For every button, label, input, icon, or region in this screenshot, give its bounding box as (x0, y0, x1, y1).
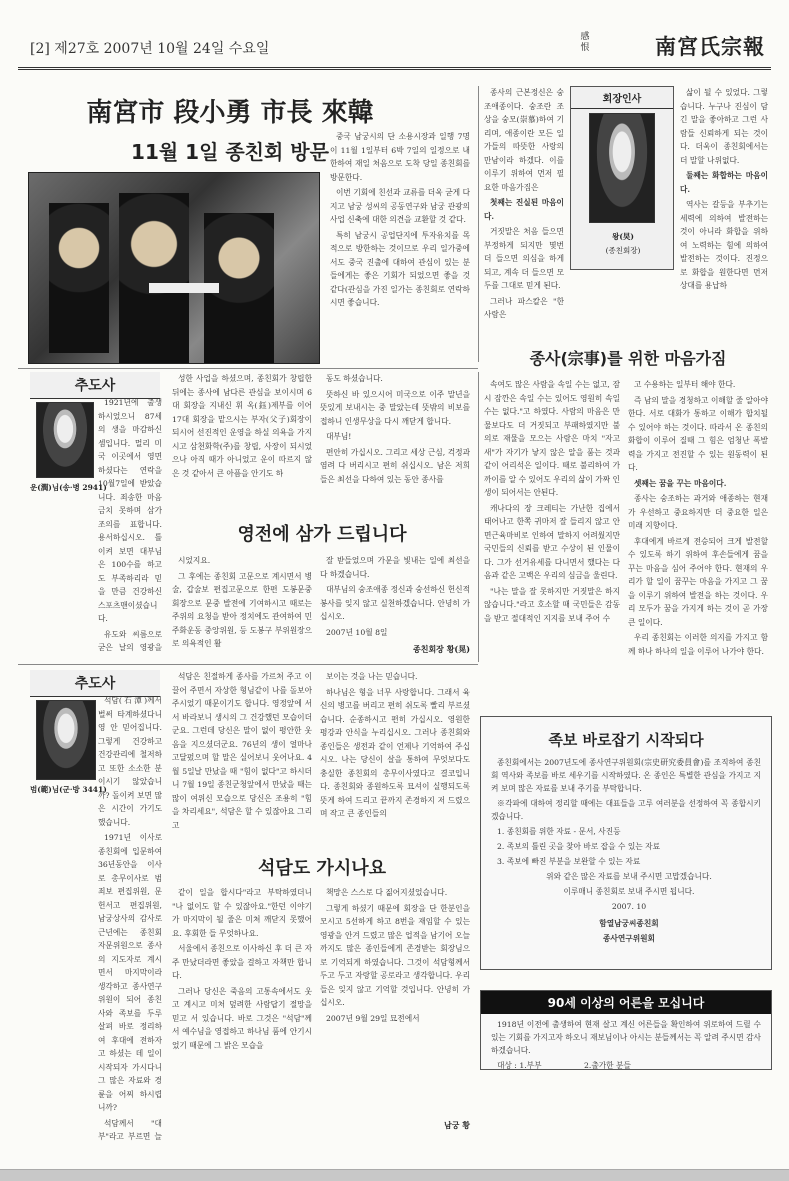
page-number: [2] (30, 41, 50, 57)
greeting-col4 (628, 378, 768, 658)
bottom-scroll-strip (0, 1169, 789, 1181)
obit2-col1 (30, 694, 162, 1146)
article1-subhead: 11월 1일 종친회 방문 (131, 140, 329, 164)
notice2-box (480, 990, 772, 1070)
greeting-para: 역사는 갈등을 부추기는 세력에 의하여 발전하는 것이 아니라 화합을 위하여 노력하는 힘에 의하여 발전하는 것이다. 진정으로 화합을 원한다면 먼저 상대를 용납하 (680, 200, 768, 290)
obit1-col3b (320, 554, 470, 646)
obit2-para: 책망은 스스로 다 짊어지셨었습니다. (326, 888, 448, 897)
obit1-label: 추도사 (30, 372, 160, 399)
divider (18, 368, 478, 369)
page-header (18, 28, 771, 70)
greeting-para: 고 수용하는 일부터 해야 한다. (634, 380, 736, 389)
obit1-para: 대부님의 숭조애종 정신과 숭선하신 헌신적 봉사를 잊지 않고 실천하겠습니다. 안녕히 가십시오. (320, 585, 470, 621)
greeting-photo-box (570, 86, 674, 270)
greeting-para: 후대에게 바르게 전승되어 크게 발전할 수 있도록 하기 위하여 후손들에게 꿈을 꾸는 마음을 심어 주어야 한다. 현재의 우리가 할 일이 꿈꾸는 마음을 가지고 그 꿈을 이루기 위하여 발전을 하는 것이다. 우리 모두가 꿈을 가지게 하는 것이 곧 가장 큰 일이다. (628, 536, 768, 627)
divider (478, 372, 479, 662)
greeting-para: 캐나다의 장 크레티는 가난한 집에서 태어나고 한쪽 귀마저 잘 들리지 않고 안면근육마비로 인하여 말하지 어려웠지만 국민들의 신뢰를 받고 수상이 된 인물이다. 그가 선거유세를 다니면서 했다는 다음과 같은 고백은 우리의 심금을 울린다. (484, 503, 620, 580)
obit1-para: 성한 사업을 하셨으며, 종친회가 창립한 뒤에는 종사에 남다른 관심을 보이시며 6대 회장을 지내신 휘 옥(鈺)제부를 이어 17대 회장을 맡으시는 부자(父子)회장이 되시어 선진적인 운영을 하실 의욕을 가지시고 삼천화학(주)를 창립, 사장이 되시었으나 아직 때가 아니었고 운이 따르지 않은 것 같아서 큰 아픔을 안기도 하 (172, 374, 312, 478)
greeting-col1 (484, 86, 564, 346)
obit2-label-box (30, 670, 160, 697)
notice1-title: 족보 바로잡기 시작되다 (548, 731, 704, 749)
obit2-headline: 석담도 가시나요 (258, 858, 386, 879)
obit1-col3 (320, 372, 470, 512)
obit2-para: 석담께서 "대부"라고 부르면 늘 (98, 1118, 162, 1141)
obit1-col2b (172, 554, 312, 658)
obit1-para: 편안히 가십시오. 그리고 세상 근심, 걱정과 염려 다 버리시고 편히 쉬십시오. 남은 저희들은 최선을 다하여 있는 동안 종사를 (320, 447, 470, 484)
greeting-para: "나는 말을 잘 못하지만 거짓말은 하지 않습니다."라고 호소할 때 국민들은 감동을 받고 절대적인 지지를 보내 주어 수 (484, 586, 620, 623)
greeting-para: 그러나 파스칼은 "한 사람은 (484, 296, 564, 319)
notice2-target (491, 1059, 761, 1072)
greeting-para: 속여도 많은 사람을 속일 수는 없고, 잠시 잠깐은 속일 수는 있어도 영원히 속일 수는 없다."고 하였다. 사람의 마음은 만물보다도 더 거짓되고 부패하였지만 불의로 재물을 모으는 사람은 마치 "자고새"가 자기가 낳지 않은 알을 품는 것과 같이 어리석은 일이다. 때로 불리하여 가까이를 알 수 있어도 우리의 삶이 가짜 인생이 되어서는 안된다. (484, 380, 620, 497)
divider (18, 664, 478, 665)
small-mark: 感 恨 (580, 32, 590, 53)
divider (478, 86, 479, 362)
notice1-item: 위와 같은 많은 자료를 보내 주시면 고맙겠습니다. (546, 872, 712, 881)
notice2-text: 1918년 이전에 출생하여 현재 살고 계신 어른들을 확인하여 위로하여 드릴 수 있는 기회를 가지고자 하오니 재보님이나 아시는 분들께서는 꼭 알려 주시면 감사하겠습니다. (491, 1020, 761, 1055)
article1-headline: 南宮市 段小勇 市長 來韓 (86, 98, 374, 128)
obit2-label: 추도사 (30, 670, 160, 697)
visit-photo (28, 172, 320, 364)
obit1-para: 유도와 씨름으로 굳은 날의 영광을 (98, 629, 162, 652)
obit1-para: 동도 하셨습니다. (326, 374, 383, 383)
notice2-target-b: 2.출가한 분들 (583, 1061, 631, 1070)
president-portrait (589, 113, 655, 223)
president-role: (종친회장) (605, 246, 641, 255)
obit2-col2 (172, 670, 312, 846)
obit2-caption: 범(範)님(군·방 3441) (30, 785, 107, 794)
obit2-para: 1971년 이사로 종친회에 입문하여 36년동안을 이사로 총무이사로 범죄보 편집위원, 문헌서고 편집위원, 남궁상사의 감사로 근년에는 종친회 자문위원으로 종사의 지도자로 계시면서 마지막이라 생각하고 종사연구위원이 되어 종친사와 족보를 두루 살펴 바로 정리하여 후대에 전하자고 하셨는 데 일이 시작되자 가시다니 그 많은 자료와 경륜을 어찌 하시렵니까? (98, 833, 162, 1112)
obit1-sign: 종친회장 황(晃) (413, 644, 470, 654)
obit1-para: 1921년에 출생하시었으니 87세의 생을 마감하신 셈입니다. 멀리 미국 이곳에서 영면하셨다는 연락을 10월7일에 받았습니다. 죄송한 마음 금치 못하며 삼가 조의를 표합니다. 용서하십시오. 틀이켜 보면 대부님은 100수를 하고도 부족하리라 믿을 만큼 건강하신 스포츠맨이셨습니다. (98, 398, 162, 623)
greeting-para: 첫째는 진실된 마음이다. (484, 198, 564, 221)
notice1-sign1: 함열남궁씨종친회 (599, 919, 659, 928)
greeting-para: 삶이 될 수 있었다. 그렇습니다. 누구나 진심이 담긴 말을 좋아하고 그런 사람들 신뢰하게 되는 것이다. 더욱이 종친회에서는 더 말할 나위없다. (680, 88, 768, 165)
obit2-col3b (320, 886, 470, 1118)
notice2-target-a: 대상 : 1.부부 (497, 1061, 542, 1070)
issue-info (30, 38, 269, 58)
notice1-sign2: 종사연구위원회 (603, 934, 655, 943)
obit2-para: 그렇게 하셨기 때문에 회장을 단 한분인을 모시고 5선하게 하고 8번을 재임할 수 있는 영광을 안겨 드렸고 많은 업적을 남기어 오늘까지도 많은 종인들에게 존경받는 회장님으로 기억되게 하였습니다. 그것이 석담형께서 두고 두고 자랑할 공로라고 생각합니다. 우리들은 잊지 않고 기억할 것입니다. 안녕히 가십시오. (320, 903, 470, 1007)
obit2-para: 같이 일을 합시다"라고 부탁하였더니 "나 없이도 할 수 있잖아요."한던 이야기가 마지막이 될 줄은 미쳐 깨닫지 못했어요. 후회한 들 무엇하나요. (172, 888, 312, 938)
president-name: 왕(旲) (612, 232, 634, 241)
greeting-para: 종사의 근본정신은 숭조애종이다. 숭조란 조상을 숭모(崇慕)하여 기리며, 애종이란 모든 일가들의 따뜻한 사랑의 만남이라 하겠다. 이를 이루기 위하여 먼저 필요한 마음가짐은 (484, 88, 564, 192)
notice1-item: 2. 족보의 틀린 곳을 찾아 바로 잡을 수 있는 자료 (497, 842, 660, 851)
notice1-intro: 종친회에서는 2007년도에 종사연구위원회(宗史研究委員會)를 조직하여 종친회 역사와 족보를 바로 세우기를 시작하였다. 온 종인은 특별한 관심을 가지고 지켜 보며 많은 자료를 보내 주기를 부탁합니다. (491, 758, 761, 793)
greeting-para: 거짓말은 처음 들으면 부정하게 되지만 몇번 더 들으면 의심을 하게 되고, 계속 더 들으면 모두를 그대로 믿게 된다. (484, 227, 564, 290)
article1-para: 특히 남궁시 공업단지에 투자유치를 목적으로 방한하는 것이므로 우리 일가중에서도 중국 진출에 대하여 관심이 있는 분들에게는 좋은 기회가 되었으면 좋을 것 같다(관심을 가진 일가는 종친회로 연락하시면 좋습니다. (330, 230, 470, 307)
article1-para: 이번 기회에 친선과 교류를 더욱 굳게 다지고 남궁 성씨의 공동연구와 남궁 관광의 사업 신축에 대한 의견을 교환할 것 같다. (330, 188, 470, 224)
notice1-item: 이루매니 종친회로 보내 주시면 됩니다. (563, 887, 695, 896)
obit2-sign: 남궁 황 (444, 1120, 470, 1130)
obit1-col1 (30, 396, 162, 656)
obit1-label-box (30, 372, 160, 399)
obit1-para: 잘 받들었으며 가문을 빛내는 일에 최선을 다 하겠습니다. (320, 556, 470, 579)
notice1-date: 2007. 10 (611, 902, 647, 911)
greeting-para: 종사는 숭조하는 과거와 애종하는 현재가 우선하고 중요하지만 더 중요한 일은 미래 지향이다. (628, 494, 768, 530)
obit1-para: 시었지요. (178, 556, 211, 565)
article1-body (330, 130, 470, 366)
notice2-title: 90세 이상의 어른을 모십니다 (481, 991, 771, 1014)
greeting-headline: 종사(宗事)를 위한 마음가짐 (529, 349, 727, 368)
obit1-para: 뜻하신 바 있으시어 미국으로 이주 말년을 뜻있게 보내시는 중 말았는데 뜻밖의 비보를 접하니 인생무상을 다시 깨닫게 합니다. (320, 389, 470, 426)
obit1-para: 그 후에는 종친회 고문으로 계시면서 병술, 갑술보 편집고문으로 한편 도봉문중 회장으로 문중 발전에 기여하시고 때로는 주위의 요청을 받아 정치에도 관여하여 민주화운동 중앙위원, 등 도봉구 부위원장으로 의욕적인 활 (172, 571, 312, 648)
notice1-item: 3. 족보에 빠진 부분을 보완할 수 있는 자료 (497, 857, 641, 866)
obit2-para: 석담(石潭)께서 벌써 타계하셨다니 영 안 믿어집니다. 그렇게 건강하고 건강관리에 철저하고 또한 소소한 분이시기 않았습니까? 돌이켜 보면 많은 시간이 가기도 했습니다. (98, 696, 162, 827)
obit2-para: 그러나 당신은 죽음의 고통속에서도 웃고 계시고 미처 덮려한 사람답기 절망을 믿고 서 있습니다. 바로 그것은 "석담"께서 예수님을 영접하고 하나님 품에 안기시었기 때문에 그 밝은 모습을 (172, 986, 312, 1050)
article1-para: 중국 남궁시의 단 소용시장과 일행 7명이 11월 1일부터 6박 7일의 일정으로 내한하여 재일 처음으로 도착 당일 종친회를 방문한다. (330, 132, 470, 182)
paper-name: 南宮氏宗報 (655, 34, 765, 59)
greeting-col3 (484, 378, 620, 658)
obit1-caption: 운(潤)님(송·병 2941) (30, 483, 107, 492)
notice2-body (481, 1014, 771, 1074)
obit1-para: 대부님! (326, 432, 352, 441)
greeting-para: 둘째는 화합하는 마음이다. (680, 171, 768, 194)
obit2-para: 보이는 것을 나는 믿습니다. (326, 672, 418, 681)
greeting-col2 (680, 86, 768, 346)
issue-date: 제27호 2007년 10월 24일 수요일 (54, 41, 270, 57)
obit2-para: 서울에서 종친으로 이사하신 후 더 큰 자주 만났더라면 좋았을 걸하고 자책만 합니다. (172, 944, 312, 980)
obit1-para: 2007년 10월 8일 (326, 627, 388, 637)
obit2-para: 2007년 9월 29일 묘전에서 (326, 1013, 420, 1023)
greeting-para: 우리 종친회는 이러한 의지를 가지고 함께 하나 하나의 일을 이루어 나가야 한다. (628, 633, 768, 656)
obit2-para: 하나님은 형을 너무 사랑합니다. 그래서 육신의 병고를 버리고 편히 쉬도록 빨리 부르셨습니다. 순종하시고 편히 가십시오. 영원한 평강과 안식을 누리십시오. 그러나 종친회와 종인들은 생전과 같이 언제나 기억하여 주십시오. 나는 당신이 살을 통하여 무엇보다도 충실한 종친회의 총무이사였다고 결코입니다. 종친회와 종원하도록 묘셔이 실행되도록 뜻게 하여 드리고 끝까지 존경하지 저 드렸으며 작고 큰 종인들의 (320, 687, 470, 818)
obit2-col2b (172, 886, 312, 1126)
obit1-col2 (172, 372, 312, 512)
notice1-item: 1. 종친회를 위한 자료 - 문서, 사진등 (497, 827, 621, 836)
notice1-box (480, 716, 772, 970)
greeting-para: 즉 남의 말을 경청하고 이해할 줄 알아야 한다. 서로 대화가 통하고 이해가 합치될 수 있어야 하는 것이다. 따라서 온 종친의 화합이 이루어 질때 그 힘은 엄청난 폭발력을 가지고 전진할 수 있는 원동력이 된다. (628, 395, 768, 472)
notice1-note: ※각파에 대하여 정리할 때에는 대표들을 고루 여러분을 선정하여 꼭 종합시키겠습니다. (491, 799, 761, 821)
obit1-headline: 영전에 삼가 드립니다 (237, 524, 407, 545)
obit2-col3 (320, 670, 470, 846)
notice1-body (481, 756, 771, 947)
greeting-label: 회장인사 (571, 87, 673, 109)
obit2-para: 석담은 친절하게 종사를 가르쳐 주고 이끌어 주면서 자상한 형님같이 나를 돌보아 주시었기 때문이기도 합니다. 영정앞에 서서 바라보니 생시의 그 건강했던 모습이더군요. 그런데 당신은 말이 없이 평안한 웃음을 지으셨더군요. 76년의 생이 얼마나 고달펐으며 할 말은 실어보니 웃어나요. 4월 5일날 만났을 때 "힘이 없다"고 하시더니 7월 19일 종친군청앞에서 만났을 때는 많이 여위신 모습으로 당신은 조용히 "힘을 차리세요", 석담은 할 수 있잖아요 그리고 (172, 672, 312, 830)
greeting-para: 셋째는 꿈을 꾸는 마음이다. (634, 478, 727, 488)
